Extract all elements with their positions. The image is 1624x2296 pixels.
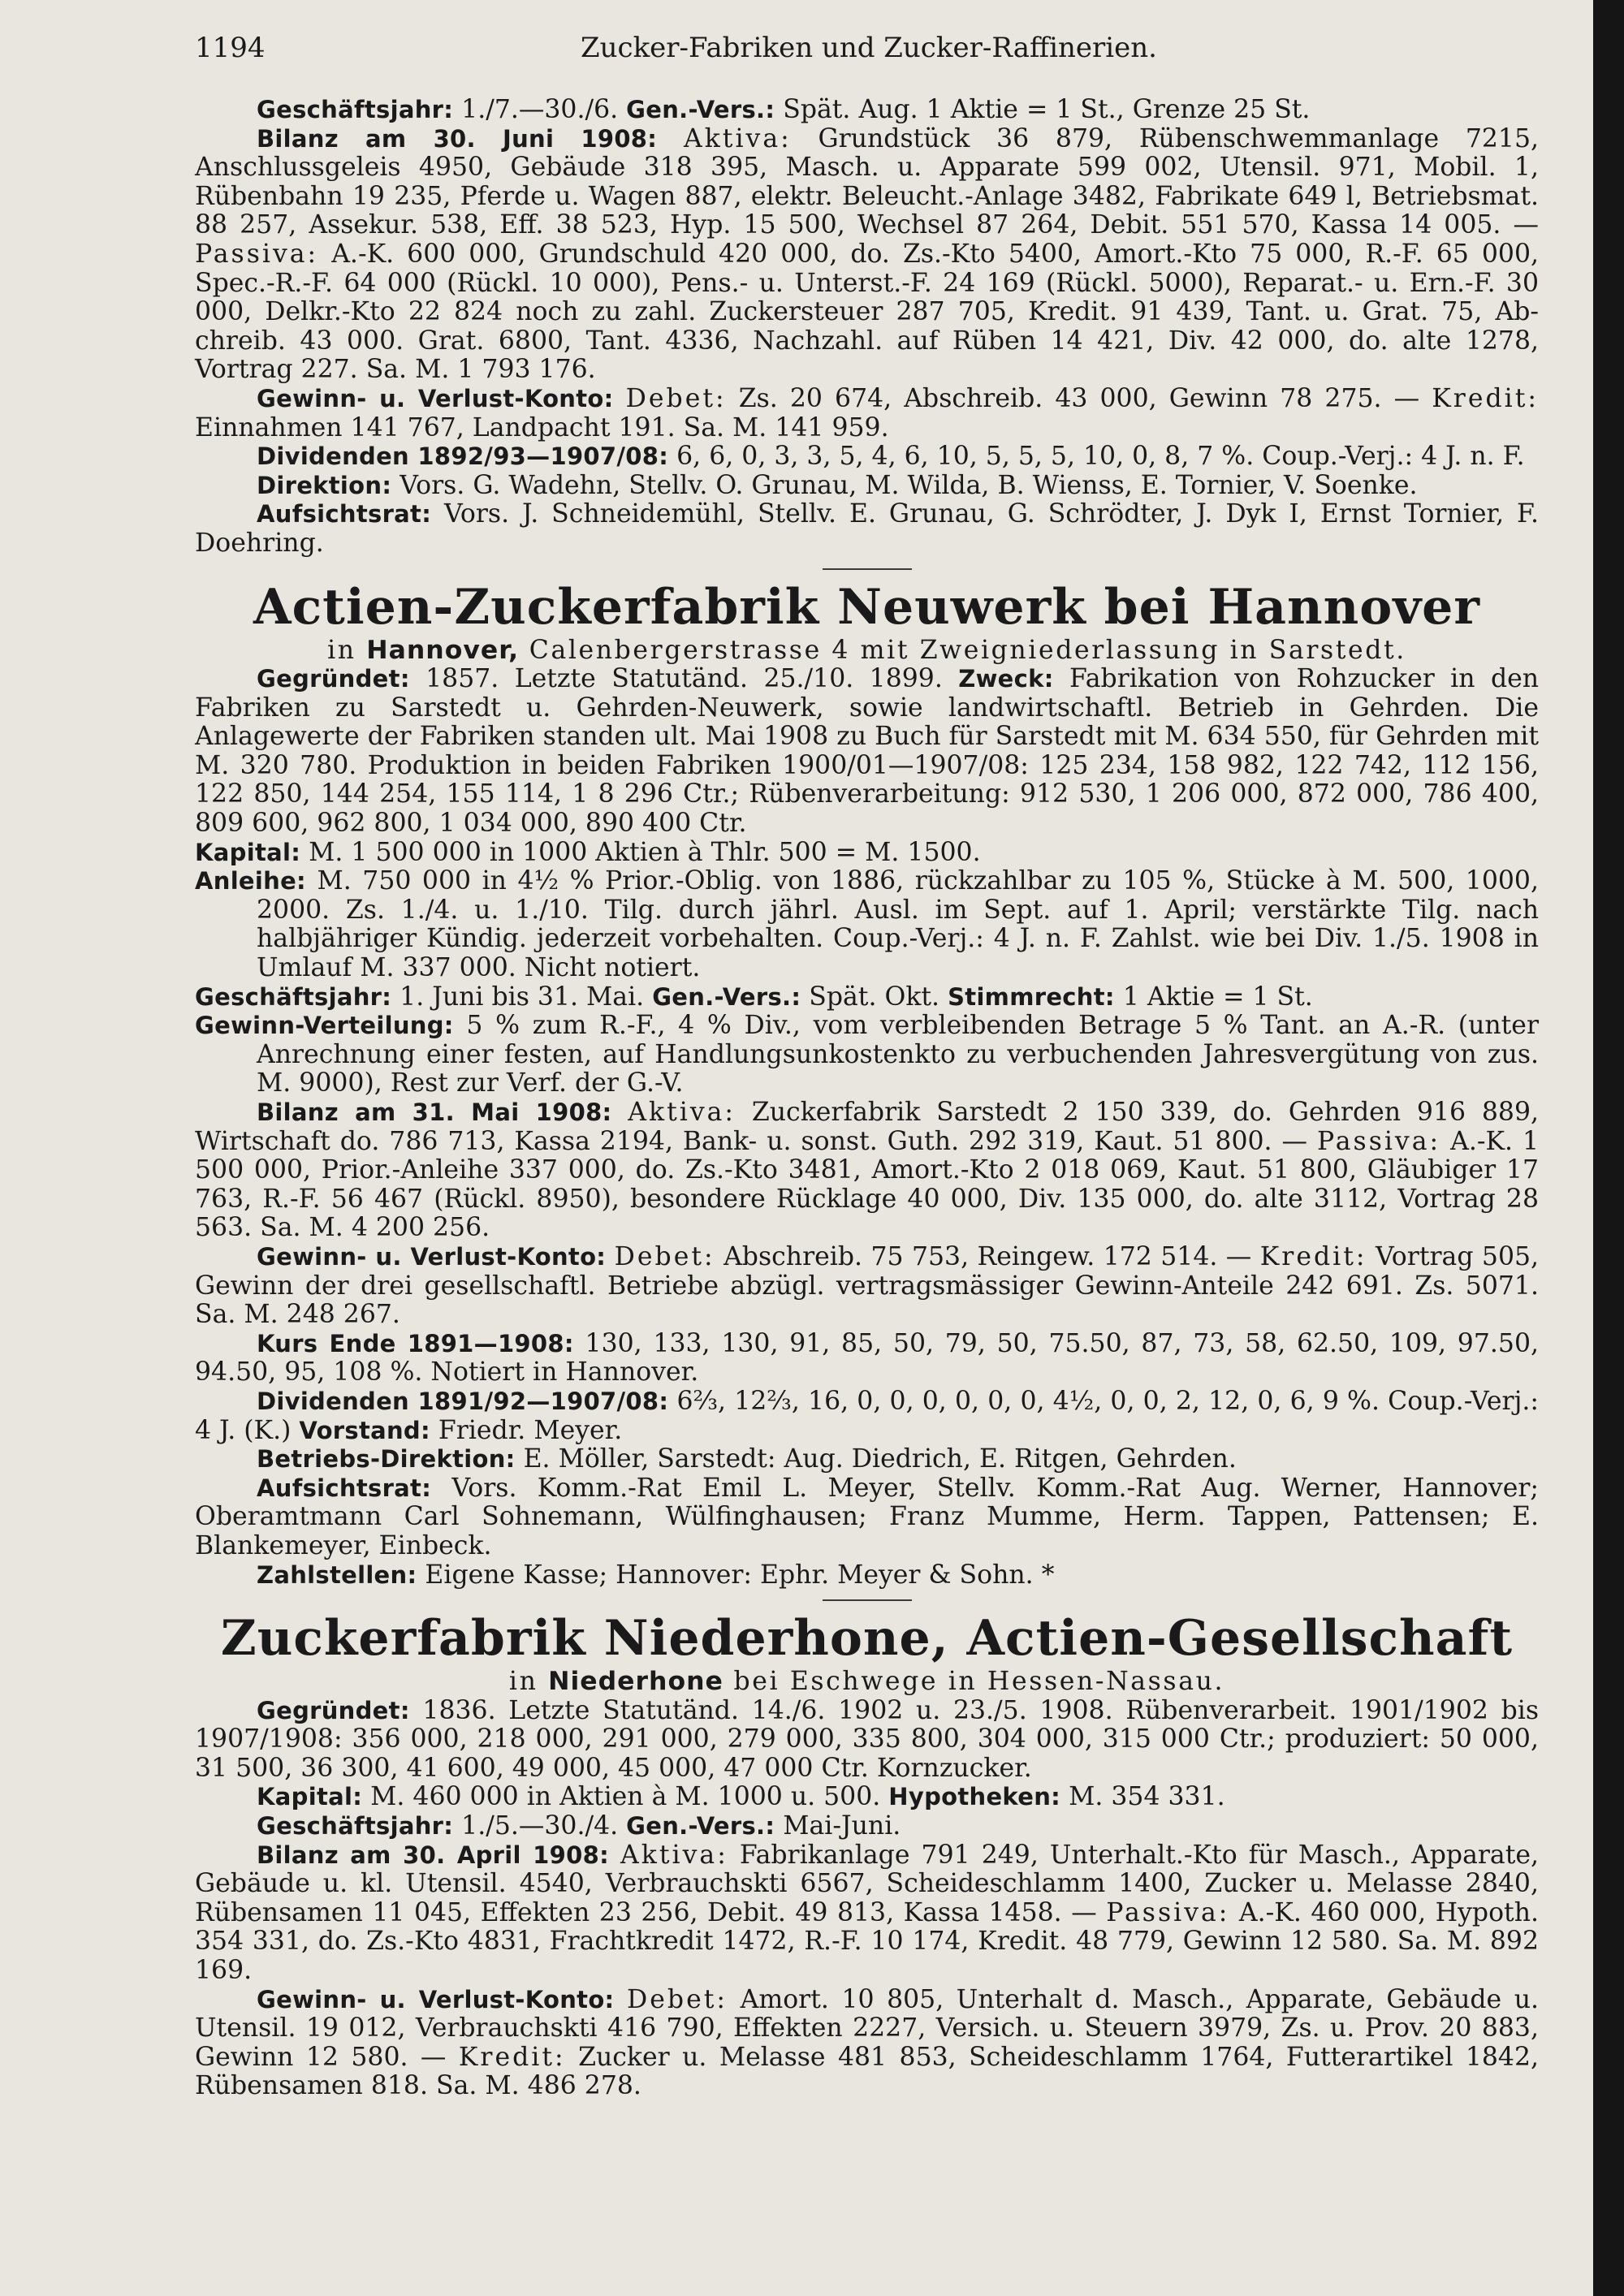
niederhone-bilanz: Bilanz am 30. April 1908: Aktiva: Fabrikanlage 791 249, Unterhalt.-Kto für Masch., Apparate, Gebäude u. kl. Utensil. 4540, Verbrauchskti 6567, Scheideschlamm 1400, Zucker u. Melasse 2840, Rübensamen 11 045, Effekten 23 256, Debit. 49 813, Kassa 1458. — Passiva: A.-K. 460 000, Hypoth. 354 331, do. Zs.-Kto 4831, Frachtkredit 1472, R.-F. 10 174, Kredit. 48 779, Gewinn 12 580. Sa. M. 892 169. [195, 1840, 1540, 1986]
company-subtitle-niederhone: in Niederhone bei Eschwege in Hessen-Nassau. [508, 1667, 1225, 1697]
page-number: 1194 [195, 32, 266, 64]
running-title: Zucker-Fabriken und Zucker-Raffinerien. [581, 32, 1157, 64]
neuwerk-dividenden: Dividenden 1891/92—1907/08: 6⅔, 12⅔, 16, 0, 0, 0, 0, 0, 0, 4½, 0, 0, 2, 12, 0, 6, 9 %. Coup.-Verj.: 4 J. (K.) Vorstand: Friedr. Meyer. [195, 1386, 1539, 1445]
prev-direktion: Direktion: Vors. G. Wadehn, Stellv. O. Grunau, M. Wilda, B. Wienss, E. Tornier, V. Soenke. [257, 470, 1418, 500]
page-content [195, 96, 1539, 2101]
neuwerk-gewinnverteilung: Gewinn-Verteilung: 5 % zum R.-F., 4 % Div., vom verbleibenden Betrage 5 % Tant. an A.-R. (unter Anrechnung einer festen, auf Handlungsunkostenkto zu verbuchenden Jahresvergütung von zus. M. 9000), Rest zur Verf. der G.-V. [195, 1011, 1540, 1098]
company-title-niederhone: Zuckerfabrik Niederhone, Actien-Gesellschaft [220, 1610, 1514, 1668]
section-divider [823, 1599, 912, 1601]
neuwerk-geschaeftsjahr: Geschäftsjahr: 1. Juni bis 31. Mai. Gen.-Vers.: Spät. Okt. Stimmrecht: 1 Aktie = 1 St. [195, 982, 1313, 1012]
niederhone-guv: Gewinn- u. Verlust-Konto: Debet: Amort. 10 805, Unterhalt d. Masch., Apparate, Gebäude u. Utensil. 19 012, Verbrauchskti 416 790, Effekten 2227, Versich. u. Steuern 3979, Zs. u. Prov. 20 883, Gewinn 12 580. — Kredit: Zucker u. Melasse 481 853, Scheideschlamm 1764, Futterartikel 1842, Rübensamen 818. Sa. M. 486 278. [195, 1984, 1540, 2101]
niederhone-gegruendet: Gegründet: 1836. Letzte Statutänd. 14./6. 1902 u. 23./5. 1908. Rübenverarbeit. 1901/1902 bis 1907/1908: 356 000, 218 000, 291 000, 279 000, 335 800, 304 000, 315 000 Ctr.; produziert: 50 000, 31 500, 36 300, 41 600, 49 000, 45 000, 47 000 Ctr. Kornzucker. [195, 1695, 1539, 1783]
section-divider [823, 568, 912, 570]
scan-edge-strip [1593, 0, 1624, 2296]
prev-geschaeftsjahr: Geschäftsjahr: 1./7.—30./6. Gen.-Vers.: Spät. Aug. 1 Aktie = 1 St., Grenze 25 St. [257, 95, 1311, 124]
neuwerk-bilanz: Bilanz am 31. Mai 1908: Aktiva: Zuckerfabrik Sarstedt 2 150 339, do. Gehrden 916 889, Wirtschaft do. 786 713, Kassa 2194, Bank- u. sonst. Guth. 292 319, Kaut. 51 800. — Passiva: A.-K. 1 500 000, Prior.-Anleihe 337 000, do. Zs.-Kto 3481, Amort.-Kto 2 018 069, Kaut. 51 800, Gläubiger 17 763, R.-F. 56 467 (Rückl. 8950), besondere Rücklage 40 000, Div. 135 000, do. alte 3112, Vortrag 28 563. Sa. M. 4 200 256. [195, 1098, 1540, 1243]
company-subtitle-neuwerk: in Hannover, Calenbergerstrasse 4 mit Zweigniederlassung in Sarstedt. [327, 635, 1406, 665]
niederhone-kapital: Kapital: M. 460 000 in Aktien à M. 1000 u. 500. Hypotheken: M. 354 331. [257, 1782, 1225, 1812]
prev-dividenden: Dividenden 1892/93—1907/08: 6, 6, 0, 3, 3, 5, 4, 6, 10, 5, 5, 5, 10, 0, 8, 7 %. Coup.-Verj.: 4 J. n. F. [257, 442, 1525, 472]
neuwerk-zahlstellen: Zahlstellen: Eigene Kasse; Hannover: Ephr. Meyer & Sohn. * [257, 1560, 1055, 1590]
neuwerk-betriebsdirektion: Betriebs-Direktion: E. Möller, Sarstedt: Aug. Diedrich, E. Ritgen, Gehrden. [257, 1444, 1237, 1474]
neuwerk-anleihe: Anleihe: M. 750 000 in 4½ % Prior.-Oblig. von 1886, rückzahlbar zu 105 %, Stücke à M. 500, 1000, 2000. Zs. 1./4. u. 1./10. Tilg. durch jährl. Ausl. im Sept. auf 1. April; verstärkte Tilg. nach halbjähriger Kündig. jederzeit vorbehalten. Coup.-Verj.: 4 J. n. F. Zahlst. wie bei Div. 1./5. 1908 in Umlauf M. 337 000. Nicht notiert. [195, 866, 1539, 983]
prev-bilanz: Bilanz am 30. Juni 1908: Aktiva: Grundstück 36 879, Rübenschwemmanlage 7215, Anschlussgeleis 4950, Gebäude 318 395, Masch. u. Apparate 599 002, Utensil. 971, Mobil. 1, Rübenbahn 19 235, Pferde u. Wagen 887, elektr. Beleucht.-Anlage 3482, Fabrikate 649 l, Betriebsmat. 88 257, Assekur. 538, Eff. 38 523, Hyp. 15 500, Wechsel 87 264, Debit. 551 570, Kassa 14 005. — Passiva: A.-K. 600 000, Grundschuld 420 000, do. Zs.-Kto 5400, Amort.-Kto 75 000, R.-F. 65 000, Spec.-R.-F. 64 000 (Rückl. 10 000), Pens.- u. Unterst.-F. 24 169 (Rückl. 5000), Reparat.- u. Ern.-F. 30 000, Delkr.-Kto 22 824 noch zu zahl. Zuckersteuer 287 705, Kredit. 91 439, Tant. u. Grat. 75, Ab-chreib. 43 000. Grat. 6800, Tant. 4336, Nachzahl. auf Rüben 14 421, Div. 42 000, do. alte 1278, Vortrag 227. Sa. M. 1 793 176. [195, 123, 1540, 385]
company-title-neuwerk: Actien-Zuckerfabrik Neuwerk bei Hannover [253, 578, 1480, 636]
neuwerk-kapital: Kapital: M. 1 500 000 in 1000 Aktien à Thlr. 500 = M. 1500. [195, 837, 981, 867]
prev-aufsichtsrat: Aufsichtsrat: Vors. J. Schneidemühl, Stellv. E. Grunau, G. Schrödter, J. Dyk I, Ernst Tornier, F. Doehring. [195, 499, 1540, 558]
neuwerk-guv: Gewinn- u. Verlust-Konto: Debet: Abschreib. 75 753, Reingew. 172 514. — Kredit: Vortrag 505, Gewinn der drei gesellschaftl. Betriebe abzügl. vertragsmässiger Gewinn-Anteile 242 691. Zs. 5071. Sa. M. 248 267. [195, 1241, 1540, 1330]
prev-guv: Gewinn- u. Verlust-Konto: Debet: Zs. 20 674, Abschreib. 43 000, Gewinn 78 275. — Kredit: Einnahmen 141 767, Landpacht 191. Sa. M. 141 959. [195, 383, 1539, 442]
page-header [195, 28, 1543, 68]
neuwerk-kurs: Kurs Ende 1891—1908: 130, 133, 130, 91, 85, 50, 79, 50, 75.50, 87, 73, 58, 62.50, 109, 97.50, 94.50, 95, 108 %. Notiert in Hannover. [195, 1328, 1539, 1388]
neuwerk-gegruendet: Gegründet: 1857. Letzte Statutänd. 25./10. 1899. Zweck: Fabrikation von Rohzucker in den Fabriken zu Sarstedt u. Gehrden-Neuwerk, sowie landwirtschaftl. Betrieb in Gehrden. Die Anlagewerte der Fabriken standen ult. Mai 1908 zu Buch für Sarstedt mit M. 634 550, für Gehrden mit M. 320 780. Produktion in beiden Fabriken 1900/01—1907/08: 125 234, 158 982, 122 742, 112 156, 122 850, 144 254, 155 114, 1 8 296 Ctr.; Rübenverarbeitung: 912 530, 1 206 000, 872 000, 786 400, 809 600, 962 800, 1 034 000, 890 400 Ctr. [195, 664, 1540, 839]
niederhone-geschaeftsjahr: Geschäftsjahr: 1./5.—30./4. Gen.-Vers.: Mai-Juni. [257, 1811, 901, 1841]
neuwerk-aufsichtsrat: Aufsichtsrat: Vors. Komm.-Rat Emil L. Meyer, Stellv. Komm.-Rat Aug. Werner, Hannover; Oberamtmann Carl Sohnemann, Wülfinghausen; Franz Mumme, Herm. Tappen, Pattensen; E. Blankemeyer, Einbeck. [195, 1473, 1540, 1560]
